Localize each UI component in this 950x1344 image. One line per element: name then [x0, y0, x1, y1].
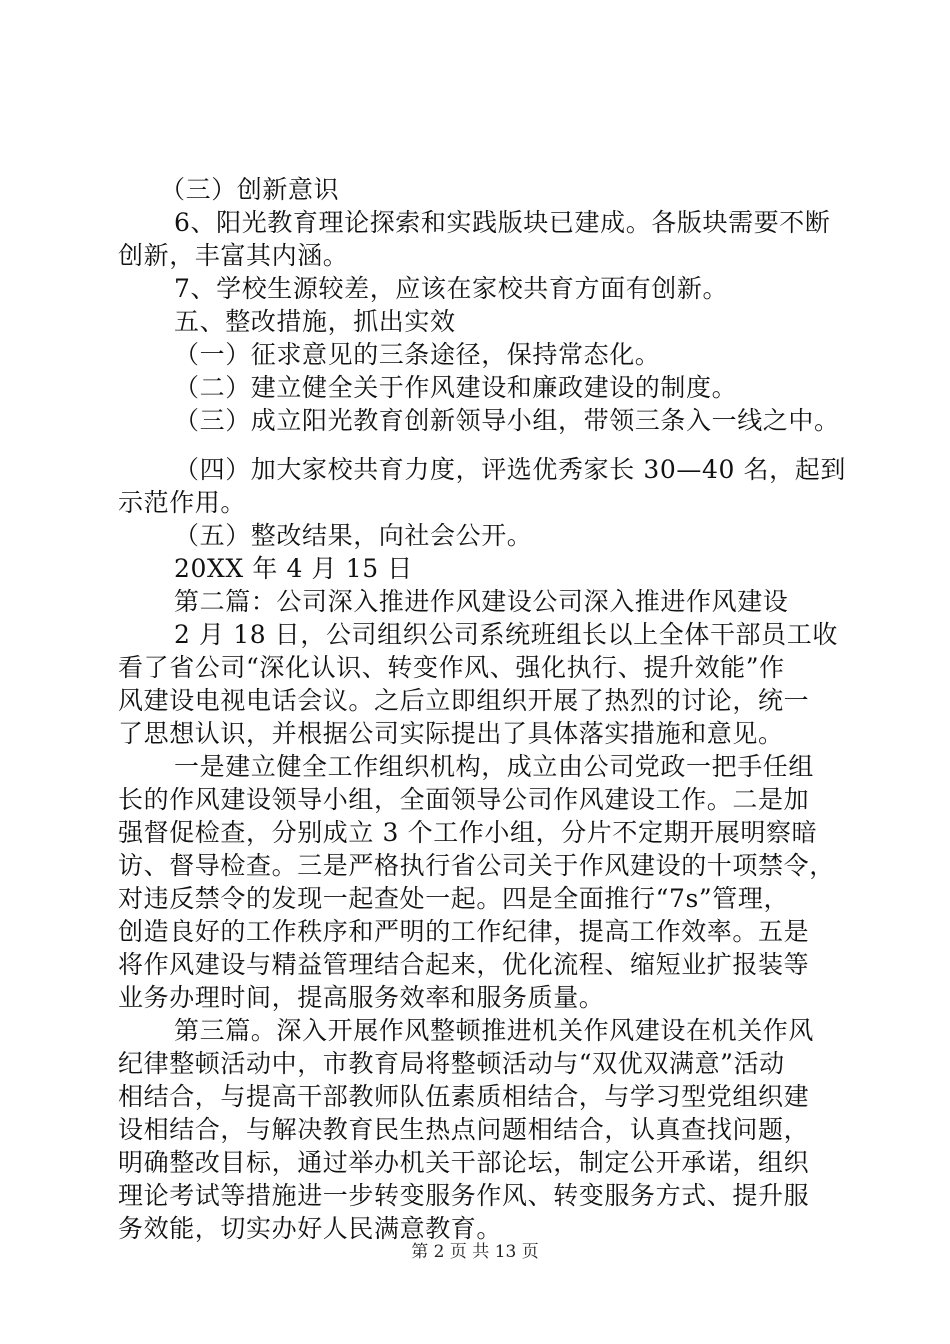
paragraph-line: 2 月 18 日，公司组织公司系统班组长以上全体干部员工收 — [174, 620, 838, 649]
paragraph-line: 风建设电视电话会议。之后立即组织开展了热烈的讨论，统一 — [118, 686, 810, 715]
paragraph-line: 6、阳光教育理论探索和实践版块已建成。各版块需要不断 — [174, 208, 831, 237]
list-item: （三）成立阳光教育创新领导小组，带领三条入一线之中。 — [174, 406, 840, 435]
paragraph-line: 设相结合，与解决教育民生热点问题相结合，认真查找问题， — [118, 1115, 810, 1144]
paragraph-line: 长的作风建设领导小组，全面领导公司作风建设工作。二是加 — [118, 785, 810, 814]
paragraph-line: 明确整改目标，通过举办机关干部论坛，制定公开承诺，组织 — [118, 1148, 810, 1177]
list-item: （五）整改结果，向社会公开。 — [174, 521, 533, 550]
paragraph-line: 创造良好的工作秩序和严明的工作纪律，提高工作效率。五是 — [118, 917, 810, 946]
section-heading: 五、整改措施，抓出实效 — [174, 307, 456, 336]
paragraph-line: 相结合，与提高干部教师队伍素质相结合，与学习型党组织建 — [118, 1082, 810, 1111]
paragraph-line: 理论考试等措施进一步转变服务作风、转变服务方式、提升服 — [118, 1181, 810, 1210]
paragraph-line: 将作风建设与精益管理结合起来，优化流程、缩短业扩报装等 — [118, 950, 810, 979]
page-footer: 第 2 页 共 13 页 — [411, 1242, 539, 1262]
article-heading: 第二篇：公司深入推进作风建设公司深入推进作风建设 — [174, 587, 789, 616]
list-item: （四）加大家校共育力度，评选优秀家长 30—40 名，起到 — [174, 455, 846, 484]
paragraph-line: 务效能，切实办好人民满意教育。 — [118, 1214, 503, 1243]
section-heading: （三）创新意识 — [160, 175, 340, 204]
list-item: （一）征求意见的三条途径，保持常态化。 — [174, 340, 661, 369]
date-line: 20XX 年 4 月 15 日 — [174, 554, 413, 583]
paragraph-line: 创新，丰富其内涵。 — [118, 241, 349, 270]
list-item: （二）建立健全关于作风建设和廉政建设的制度。 — [174, 373, 738, 402]
paragraph-line: 访、督导检查。三是严格执行省公司关于作风建设的十项禁令， — [118, 851, 835, 880]
article-heading: 第三篇。深入开展作风整顿推进机关作风建设在机关作风 — [174, 1016, 815, 1045]
paragraph-line: 一是建立健全工作组织机构，成立由公司党政一把手任组 — [174, 752, 815, 781]
paragraph-line: 看了省公司“深化认识、转变作风、强化执行、提升效能”作 — [118, 653, 785, 682]
paragraph-line: 业务办理时间，提高服务效率和服务质量。 — [118, 983, 605, 1012]
list-item-continuation: 示范作用。 — [118, 488, 247, 517]
paragraph-line: 对违反禁令的发现一起查处一起。四是全面推行“7s”管理， — [118, 884, 790, 913]
paragraph-line: 纪律整顿活动中，市教育局将整顿活动与“双优双满意”活动 — [118, 1049, 785, 1078]
paragraph-line: 了思想认识，并根据公司实际提出了具体落实措施和意见。 — [118, 719, 784, 748]
paragraph-line: 强督促检查，分别成立 3 个工作小组，分片不定期开展明察暗 — [118, 818, 818, 847]
paragraph-line: 7、学校生源较差，应该在家校共育方面有创新。 — [174, 274, 729, 303]
